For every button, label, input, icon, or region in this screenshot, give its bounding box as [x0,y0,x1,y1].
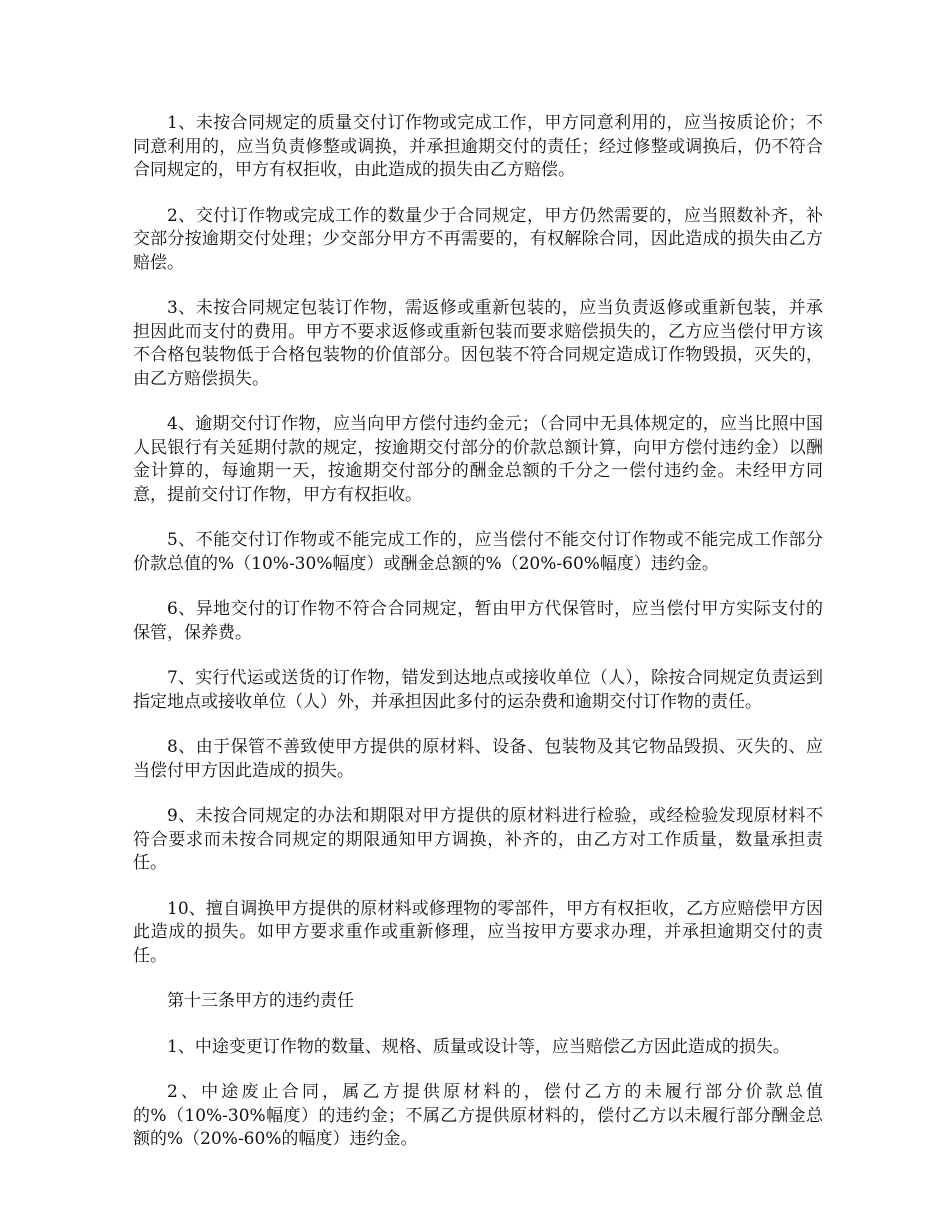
paragraph-clause-2: 2、交付订作物或完成工作的数量少于合同规定，甲方仍然需要的，应当照数补齐，补交部分按逾期交付处理；少交部分甲方不再需要的，有权解除合同，因此造成的损失由乙方赔偿。 [133,205,823,273]
paragraph-clause-10: 10、擅自调换甲方提供的原材料或修理物的零部件，甲方有权拒收，乙方应赔偿甲方因此造成的损失。如甲方要求重作或重新修理，应当按甲方要求办理，并承担逾期交付的责任。 [133,898,823,966]
paragraph-party-a-clause-1: 1、中途变更订作物的数量、规格、质量或设计等，应当赔偿乙方因此造成的损失。 [167,1036,790,1057]
section-heading-article-13: 第十三条甲方的违约责任 [167,991,354,1011]
paragraph-party-a-clause-2: 2、中途废止合同，属乙方提供原材料的，偿付乙方的未履行部分价款总值的%（10%-30%幅度）的违约金；不属乙方提供原材料的，偿付乙方以未履行部分酬金总额的%（20%-60%的幅度）违约金。 [133,1082,823,1149]
document-page [133,112,823,1174]
paragraph-clause-3: 3、未按合同规定包装订作物，需返修或重新包装的，应当负责返修或重新包装，并承担因此而支付的费用。甲方不要求返修或重新包装而要求赔偿损失的，乙方应当偿付甲方该不合格包装物低于合格包装物的价值部分。因包装不符合同规定造成订作物毁损，灭失的，由乙方赔偿损失。 [133,298,823,389]
paragraph-clause-1: 1、未按合同规定的质量交付订作物或完成工作，甲方同意利用的，应当按质论价；不同意利用的，应当负责修整或调换，并承担逾期交付的责任；经过修整或调换后，仍不符合合同规定的，甲方有权拒收，由此造成的损失由乙方赔偿。 [133,113,823,180]
paragraph-clause-9: 9、未按合同规定的办法和期限对甲方提供的原材料进行检验，或经检验发现原材料不符合要求而未按合同规定的期限通知甲方调换，补齐的，由乙方对工作质量，数量承担责任。 [133,806,823,873]
paragraph-clause-7: 7、实行代运或送货的订作物，错发到达地点或接收单位（人），除按合同规定负责运到指定地点或接收单位（人）外，并承担因此多付的运杂费和逾期交付订作物的责任。 [133,668,823,712]
paragraph-clause-8: 8、由于保管不善致使甲方提供的原材料、设备、包装物及其它物品毁损、灭失的、应当偿付甲方因此造成的损失。 [133,737,823,781]
paragraph-clause-6: 6、异地交付的订作物不符合合同规定，暂由甲方代保管时，应当偿付甲方实际支付的保管，保养费。 [133,599,823,643]
paragraph-clause-5: 5、不能交付订作物或不能完成工作的，应当偿付不能交付订作物或不能完成工作部分价款总值的%（10%-30%幅度）或酬金总额的%（20%-60%幅度）违约金。 [133,530,823,574]
paragraph-clause-4: 4、逾期交付订作物，应当向甲方偿付违约金元；（合同中无具体规定的，应当比照中国人民银行有关延期付款的规定，按逾期交付部分的价款总额计算，向甲方偿付违约金）以酬金计算的，每逾期一天，按逾期交付部分的酬金总额的千分之一偿付违约金。未经甲方同意，提前交付订作物，甲方有权拒收。 [133,414,823,505]
